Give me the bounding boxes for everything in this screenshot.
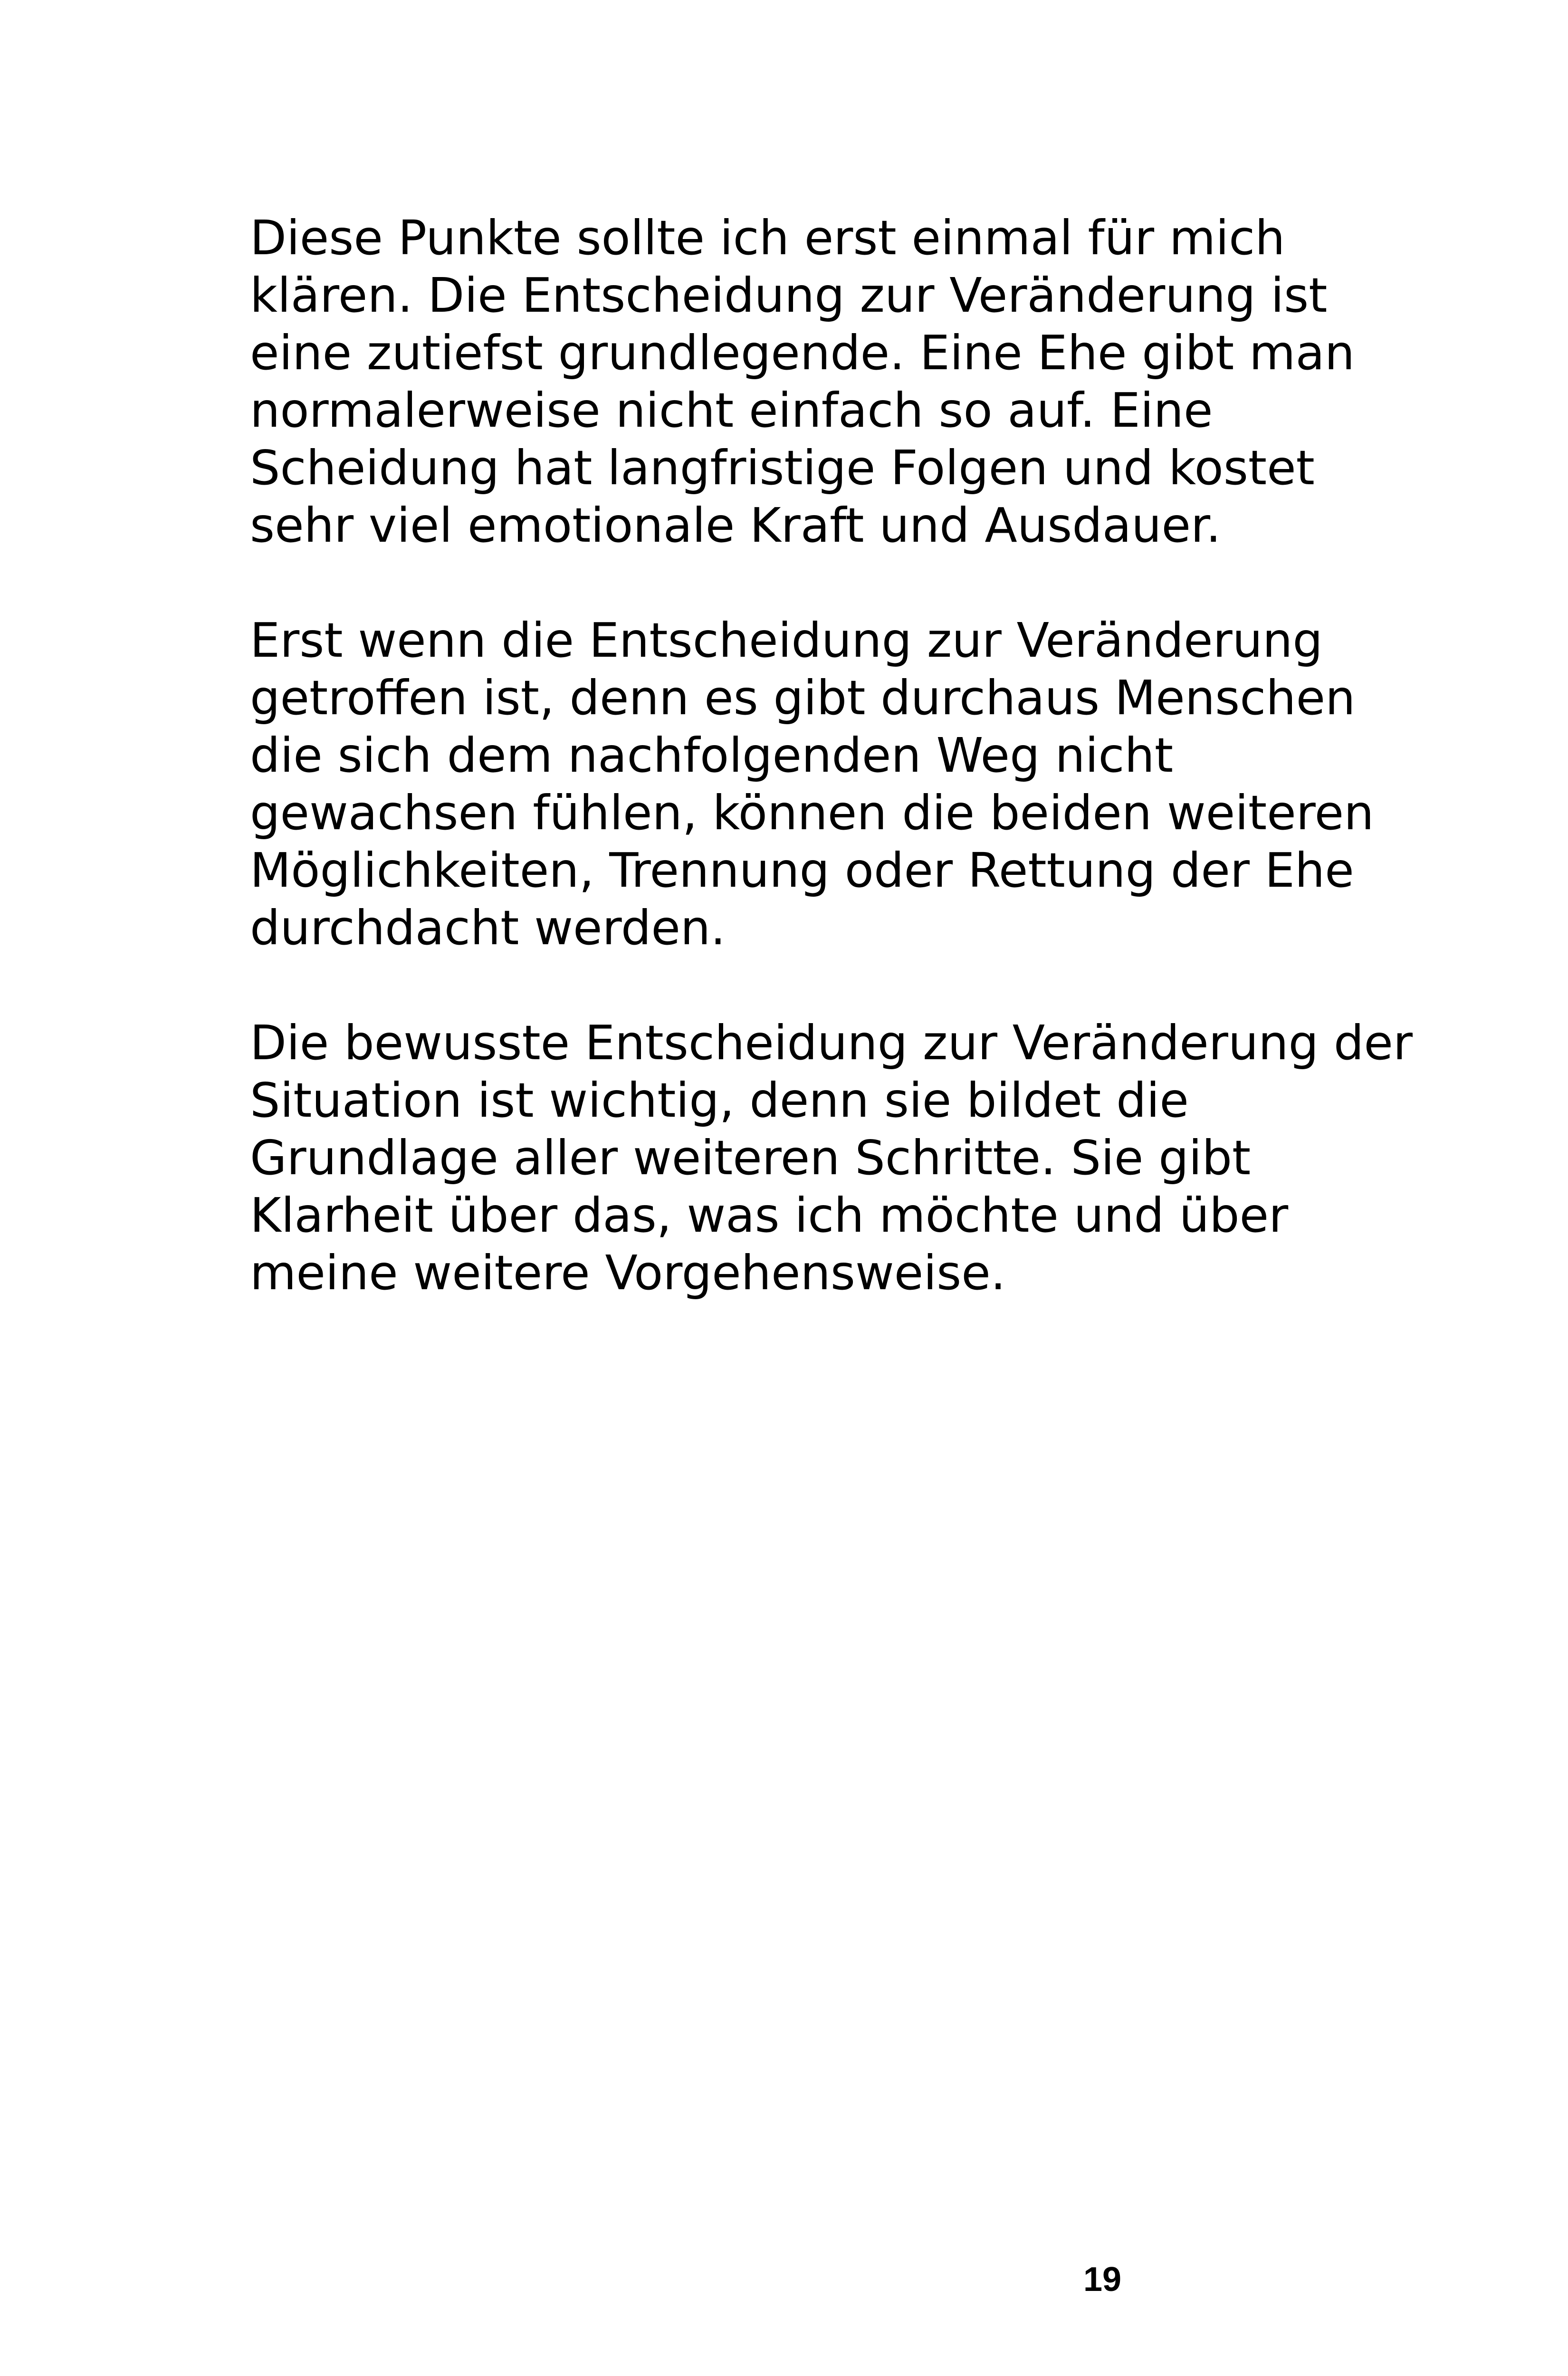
page-number: 19 xyxy=(1083,2261,1122,2299)
text-line: Diese Punkte sollte ich erst einmal für mich xyxy=(250,210,1285,266)
text-line: getroffen ist, denn es gibt durchaus Menschen xyxy=(250,670,1356,726)
text-line: sehr viel emotionale Kraft und Ausdauer. xyxy=(250,498,1221,553)
text-line: durchdacht werden. xyxy=(250,900,726,956)
text-line: die sich dem nachfolgenden Weg nicht xyxy=(250,728,1174,783)
text-line: Erst wenn die Entscheidung zur Veränderung xyxy=(250,613,1323,668)
body-text xyxy=(250,209,1466,1302)
text-line: Möglichkeiten, Trennung oder Rettung der Ehe xyxy=(250,843,1354,898)
text-line: klären. Die Entscheidung zur Veränderung ist xyxy=(250,268,1328,323)
paragraph-1 xyxy=(250,209,1466,554)
text-line: normalerweise nicht einfach so auf. Eine xyxy=(250,383,1213,438)
text-line: Klarheit über das, was ich möchte und über xyxy=(250,1188,1289,1243)
text-line: eine zutiefst grundlegende. Eine Ehe gibt man xyxy=(250,325,1355,381)
text-line: Die bewusste Entscheidung zur Veränderung der xyxy=(250,1015,1413,1071)
text-line: Situation ist wichtig, denn sie bildet die xyxy=(250,1073,1189,1128)
paragraph-3 xyxy=(250,1014,1466,1302)
text-line: gewachsen fühlen, können die beiden weiteren xyxy=(250,785,1374,841)
text-line: Grundlage aller weiteren Schritte. Sie gibt xyxy=(250,1130,1251,1186)
text-line: Scheidung hat langfristige Folgen und kostet xyxy=(250,440,1315,496)
paragraph-2 xyxy=(250,612,1466,957)
text-line: meine weitere Vorgehensweise. xyxy=(250,1245,1006,1301)
